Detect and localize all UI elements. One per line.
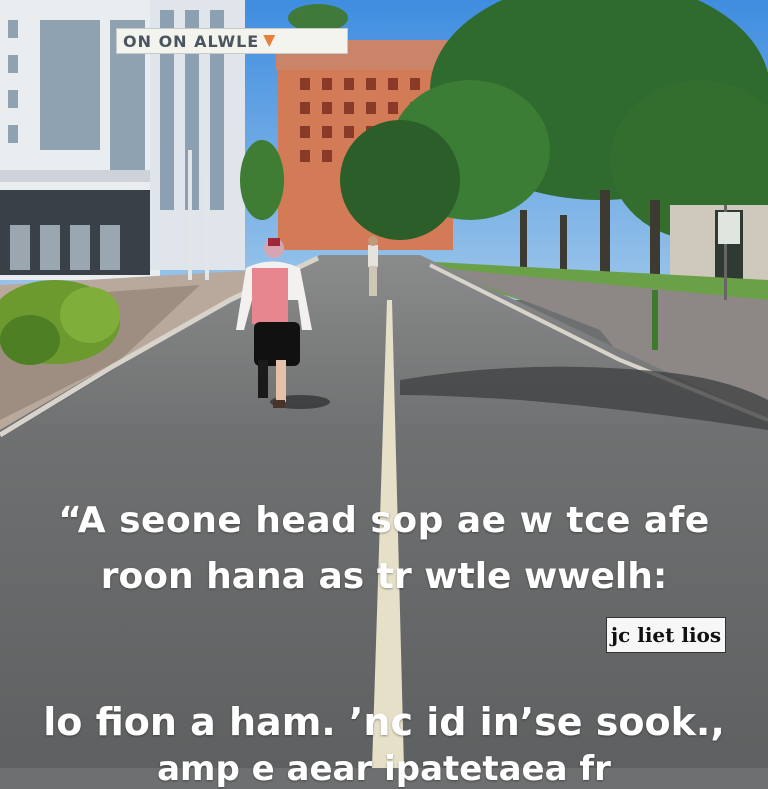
caption-line-2: roon hana as tr wtle wwelh: (100, 556, 668, 597)
stamp-label: jc liet lios (606, 617, 726, 653)
tree-left (240, 140, 284, 220)
caption-line-4: amp e aear ipatetaea fr (157, 749, 611, 789)
caption-line-3: lo fion a ham. ’nc id in’se sook., (43, 700, 725, 744)
distant-person (368, 236, 378, 296)
sign-label: ON ON ALWLE (123, 31, 260, 51)
caption-line-1: “A seone head sop ae w tce afe (58, 500, 710, 541)
sign-arrow-icon (263, 35, 275, 47)
street-sign-text (116, 28, 348, 54)
